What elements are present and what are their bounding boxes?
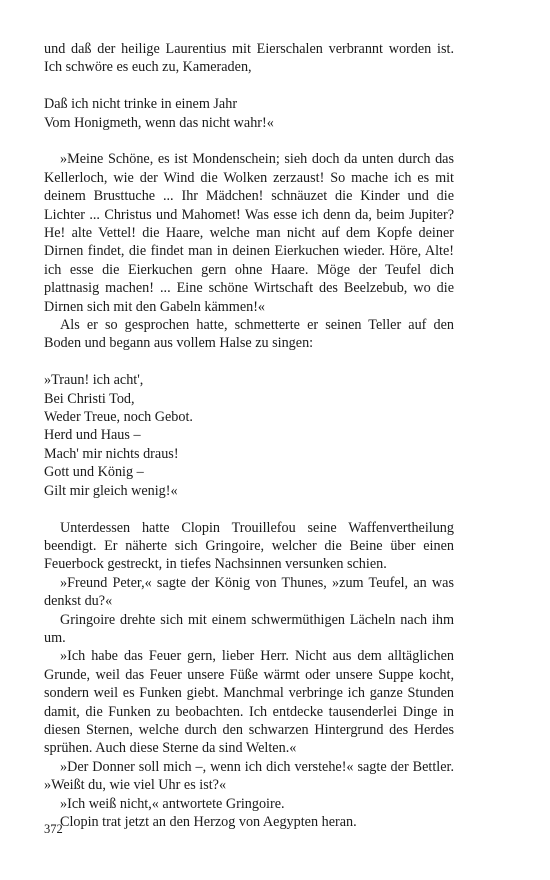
- page-number: 372: [44, 822, 63, 836]
- book-page-text: [44, 40, 454, 831]
- verse-line: Weder Treue, noch Gebot.: [44, 409, 193, 426]
- verse-line: Vom Honigmeth, wenn das nicht wahr!«: [44, 114, 274, 131]
- verse-block: [44, 371, 454, 500]
- verse-line: »Traun! ich acht',: [44, 372, 144, 389]
- paragraph: Unterdessen hatte Clopin Trouillefou seine Waffenvertheilung beendigt. Er näherte sich Gringoire, welcher die Beine über einen Feuerbock gestreckt, in tiefes Nachsinnen versunken schien.: [44, 519, 454, 573]
- paragraph: »Der Donner soll mich –, wenn ich dich verstehe!« sagte der Bettler. »Weißt du, wie viel Uhr es ist?«: [44, 758, 454, 794]
- verse-line: Gott und König –: [44, 464, 144, 481]
- paragraph: Als er so gesprochen hatte, schmetterte er seinen Teller auf den Boden und begann aus vollem Halse zu singen:: [44, 317, 454, 352]
- verse-line: Daß ich nicht trinke in einem Jahr: [44, 96, 238, 113]
- paragraph: und daß der heilige Laurentius mit Eierschalen verbrannt worden ist. Ich schwöre es euch zu, Kameraden,: [44, 41, 454, 76]
- paragraph: »Ich habe das Feuer gern, lieber Herr. Nicht aus dem alltäglichen Grunde, weil das Feuer unsere Füße wärmt oder unsere Suppe kocht, sondern weil es Funken giebt. Manchmal verbringe ich ganze Stunden damit, die Funken zu beobachten. Ich entdecke tausenderlei Dinge in diesen Sternen, welche durch den schwarzen Hintergrund des Herdes sprühen. Auch diese Sterne da sind Welten.«: [44, 648, 454, 757]
- paragraph: »Ich weiß nicht,« antwortete Gringoire.: [60, 795, 285, 812]
- blank-line: [44, 353, 454, 371]
- verse-line: Gilt mir gleich wenig!«: [44, 482, 178, 499]
- paragraph: Clopin trat jetzt an den Herzog von Aegypten heran.: [60, 814, 357, 830]
- blank-line: [44, 77, 454, 95]
- verse-block: [44, 95, 454, 132]
- blank-line: [44, 500, 454, 518]
- verse-line: Mach' mir nichts draus!: [44, 445, 179, 462]
- verse-line: Herd und Haus –: [44, 427, 141, 444]
- paragraph: »Freund Peter,« sagte der König von Thunes, »zum Teufel, an was denkst du?«: [44, 574, 454, 610]
- paragraph: Gringoire drehte sich mit einem schwermüthigen Lächeln nach ihm um.: [44, 611, 454, 646]
- paragraph: »Meine Schöne, es ist Mondenschein; sieh doch da unten durch das Kellerloch, wie der Wind die Wolken zerzaust! So mache ich es mit deinem Brusttuche ... Ihr Mädchen! schnäuzet die Kinder und die Lichter ... Christus und Mahomet! Was esse ich denn da, beim Jupiter? He! alte Vettel! die Haare, welche man nicht auf dem Kopfe deiner Dirnen findet, die findet man in deinen Eierkuchen wieder. Höre, Alte! ich esse die Eierkuchen gern ohne Haare. Möge der Teufel dich plattnasig machen! ... Eine schöne Wirtschaft des Beelzebub, wo die Dirnen sich mit den Gabeln kämmen!«: [44, 151, 454, 315]
- verse-line: Bei Christi Tod,: [44, 390, 135, 407]
- blank-line: [44, 132, 454, 150]
